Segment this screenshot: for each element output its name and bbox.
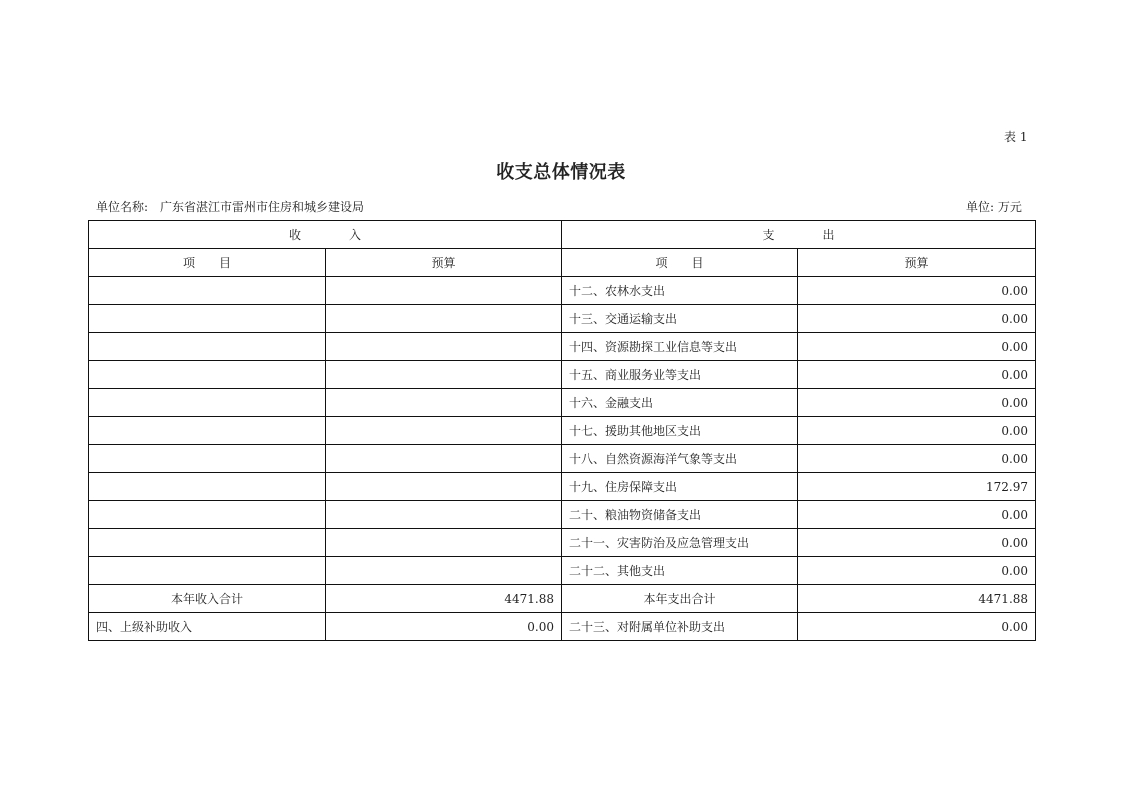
- table-row: [89, 529, 1036, 557]
- expense-item-cell: 十九、住房保障支出: [562, 473, 798, 501]
- income-item-cell: [89, 501, 326, 529]
- income-item-cell: [89, 557, 326, 585]
- expense-item-cell: 十二、农林水支出: [562, 277, 798, 305]
- table-body: [89, 221, 1036, 641]
- income-budget-cell: [326, 501, 562, 529]
- income-item-column-header: 项 目: [89, 249, 326, 277]
- expense-item-cell: 十七、援助其他地区支出: [562, 417, 798, 445]
- expense-item-cell: 十六、金融支出: [562, 389, 798, 417]
- expense-budget-cell: 0.00: [798, 305, 1036, 333]
- unit-name: [96, 198, 364, 215]
- expense-budget-cell: 0.00: [798, 501, 1036, 529]
- total-row: [89, 585, 1036, 613]
- table-row: [89, 501, 1036, 529]
- expense-total-value: 4471.88: [798, 585, 1036, 613]
- income-budget-cell: [326, 389, 562, 417]
- expense-item-cell: 二十三、对附属单位补助支出: [562, 613, 798, 641]
- expense-total-label: 本年支出合计: [562, 585, 798, 613]
- income-item-cell: [89, 529, 326, 557]
- expense-section-header: 支 出: [562, 221, 1036, 249]
- income-budget-cell: [326, 417, 562, 445]
- income-item-cell: [89, 473, 326, 501]
- table-row: [89, 557, 1036, 585]
- income-section-header: 收 入: [89, 221, 562, 249]
- currency-unit: 单位: 万元: [966, 200, 1022, 214]
- expense-budget-cell: 0.00: [798, 529, 1036, 557]
- expense-budget-cell: 0.00: [798, 361, 1036, 389]
- table-row: [89, 613, 1036, 641]
- income-item-cell: [89, 417, 326, 445]
- table-row: [89, 361, 1036, 389]
- income-item-cell: [89, 389, 326, 417]
- expense-item-cell: 二十、粮油物资储备支出: [562, 501, 798, 529]
- unit-name-value: 广东省湛江市雷州市住房和城乡建设局: [160, 200, 365, 214]
- income-budget-column-header: 预算: [326, 249, 562, 277]
- expense-item-column-header: 项 目: [562, 249, 798, 277]
- income-item-cell: [89, 305, 326, 333]
- expense-budget-cell: 0.00: [798, 445, 1036, 473]
- expense-item-cell: 二十一、灾害防治及应急管理支出: [562, 529, 798, 557]
- income-item-cell: [89, 277, 326, 305]
- expense-budget-cell: 0.00: [798, 333, 1036, 361]
- unit-name-label: 单位名称:: [96, 200, 149, 214]
- expense-budget-column-header: 预算: [798, 249, 1036, 277]
- income-budget-cell: [326, 445, 562, 473]
- expense-budget-cell: 0.00: [798, 277, 1036, 305]
- income-item-cell: 四、上级补助收入: [89, 613, 326, 641]
- budget-summary-table: [88, 220, 1036, 641]
- page-title: 收支总体情况表: [496, 162, 626, 183]
- table-row: [89, 417, 1036, 445]
- income-budget-cell: [326, 529, 562, 557]
- table-row: [89, 445, 1036, 473]
- income-item-cell: [89, 445, 326, 473]
- expense-item-cell: 十三、交通运输支出: [562, 305, 798, 333]
- expense-budget-cell: 0.00: [798, 613, 1036, 641]
- table-row: [89, 277, 1036, 305]
- income-budget-cell: [326, 305, 562, 333]
- income-budget-cell: [326, 361, 562, 389]
- income-budget-cell: 0.00: [326, 613, 562, 641]
- income-budget-cell: [326, 277, 562, 305]
- expense-budget-cell: 172.97: [798, 473, 1036, 501]
- expense-budget-cell: 0.00: [798, 389, 1036, 417]
- income-total-label: 本年收入合计: [89, 585, 326, 613]
- income-budget-cell: [326, 473, 562, 501]
- expense-item-cell: 十四、资源勘探工业信息等支出: [562, 333, 798, 361]
- table-row: [89, 305, 1036, 333]
- income-item-cell: [89, 361, 326, 389]
- table-row: [89, 333, 1036, 361]
- expense-item-cell: 十五、商业服务业等支出: [562, 361, 798, 389]
- expense-item-cell: 十八、自然资源海洋气象等支出: [562, 445, 798, 473]
- table-row: [89, 473, 1036, 501]
- income-budget-cell: [326, 557, 562, 585]
- expense-item-cell: 二十二、其他支出: [562, 557, 798, 585]
- expense-budget-cell: 0.00: [798, 557, 1036, 585]
- table-column-header-row: [89, 249, 1036, 277]
- table-section-header-row: [89, 221, 1036, 249]
- income-total-value: 4471.88: [326, 585, 562, 613]
- expense-budget-cell: 0.00: [798, 417, 1036, 445]
- income-item-cell: [89, 333, 326, 361]
- income-budget-cell: [326, 333, 562, 361]
- table-row: [89, 389, 1036, 417]
- table-number: 表 1: [1004, 130, 1028, 144]
